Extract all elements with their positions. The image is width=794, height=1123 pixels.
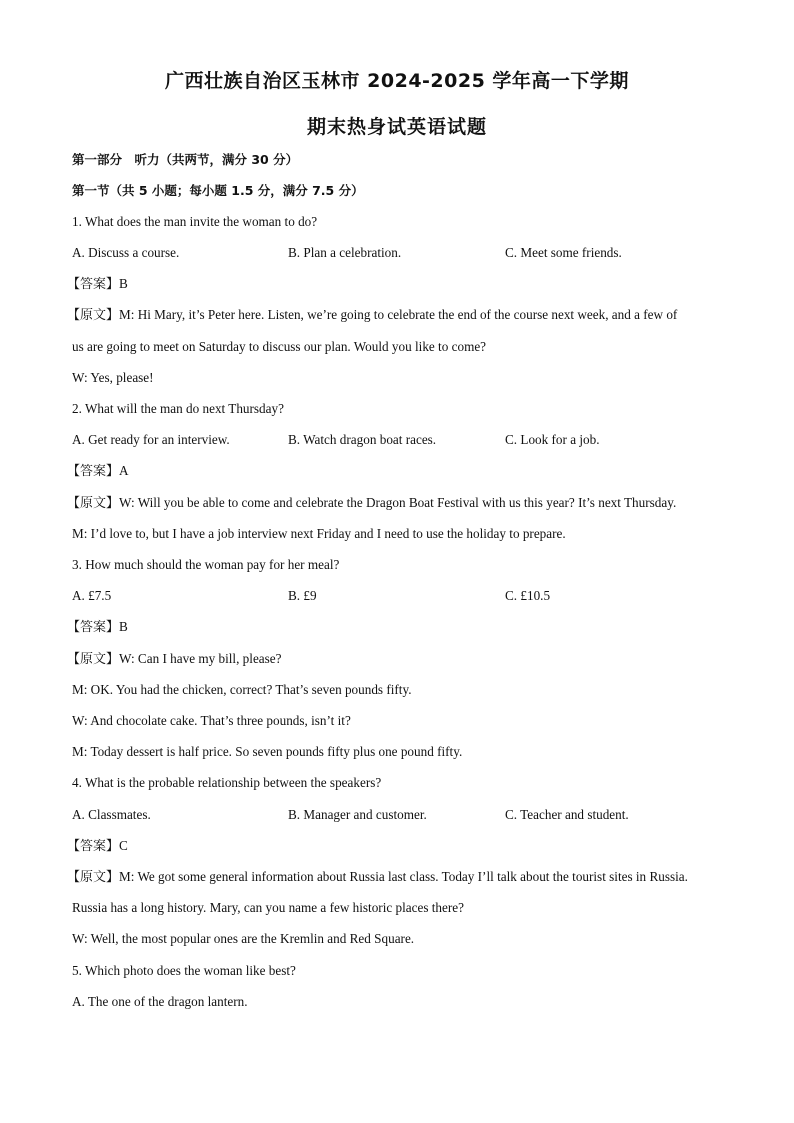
transcript-text: W: Can I have my bill, please? bbox=[119, 651, 282, 666]
question-3-answer bbox=[67, 618, 128, 637]
question-4-transcript-line: Russia has a long history. Mary, can you name a few historic places there? bbox=[72, 900, 464, 915]
question-3-transcript-line bbox=[67, 650, 281, 669]
answer-label: 【答案】 bbox=[67, 620, 120, 635]
transcript-text: W: Will you be able to come and celebrate the Dragon Boat Festival with us this year? It’s next Thursday. bbox=[119, 495, 677, 510]
answer-label: 【答案】 bbox=[67, 277, 120, 292]
answer-label: 【答案】 bbox=[67, 464, 120, 479]
question-1-answer bbox=[67, 275, 128, 294]
answer-label: 【答案】 bbox=[67, 839, 120, 854]
transcript-label: 【原文】 bbox=[67, 308, 120, 323]
question-4-option-b: B. Manager and customer. bbox=[288, 807, 427, 822]
transcript-text: M: Hi Mary, it’s Peter here. Listen, we’re going to celebrate the end of the course next week, and a few of bbox=[119, 307, 678, 322]
question-2-stem: 2. What will the man do next Thursday? bbox=[72, 401, 284, 416]
question-3-option-c: C. £10.5 bbox=[505, 588, 551, 603]
question-2-answer bbox=[67, 462, 129, 481]
section-part-heading: 第一部分 听力（共两节，满分 30 分） bbox=[72, 152, 299, 167]
question-1-transcript-line: W: Yes, please! bbox=[72, 370, 154, 385]
question-3-option-b: B. £9 bbox=[288, 588, 317, 603]
question-4-option-c: C. Teacher and student. bbox=[505, 807, 629, 822]
transcript-label: 【原文】 bbox=[67, 652, 120, 667]
transcript-text: M: We got some general information about Russia last class. Today I’ll talk about the tourist sites in Russia. bbox=[119, 869, 688, 884]
question-4-transcript-line bbox=[67, 868, 688, 887]
question-4-transcript-line: W: Well, the most popular ones are the Kremlin and Red Square. bbox=[72, 931, 415, 946]
question-2-option-c: C. Look for a job. bbox=[505, 432, 600, 447]
question-2-transcript-line bbox=[67, 494, 676, 513]
question-3-transcript-line: M: OK. You had the chicken, correct? That’s seven pounds fifty. bbox=[72, 682, 412, 697]
transcript-label: 【原文】 bbox=[67, 870, 120, 885]
question-4-answer bbox=[67, 837, 128, 856]
question-1-option-c: C. Meet some friends. bbox=[505, 245, 622, 260]
answer-value: A bbox=[119, 463, 129, 478]
question-5-stem: 5. Which photo does the woman like best? bbox=[72, 963, 296, 978]
transcript-label: 【原文】 bbox=[67, 496, 120, 511]
question-2-transcript-line: M: I’d love to, but I have a job interview next Friday and I need to use the holiday to prepare. bbox=[72, 526, 566, 541]
question-2-option-a: A. Get ready for an interview. bbox=[72, 432, 230, 447]
question-3-transcript-line: W: And chocolate cake. That’s three pounds, isn’t it? bbox=[72, 713, 351, 728]
question-1-stem: 1. What does the man invite the woman to do? bbox=[72, 214, 318, 229]
question-1-transcript-line bbox=[67, 306, 677, 325]
answer-value: C bbox=[119, 838, 128, 853]
question-4-option-a: A. Classmates. bbox=[72, 807, 151, 822]
document-title-line1: 广西壮族自治区玉林市 2024-2025 学年高一下学期 bbox=[165, 70, 629, 92]
answer-value: B bbox=[119, 619, 128, 634]
question-3-option-a: A. £7.5 bbox=[72, 588, 112, 603]
question-5-option-a: A. The one of the dragon lantern. bbox=[72, 994, 248, 1009]
question-1-option-a: A. Discuss a course. bbox=[72, 245, 180, 260]
section-sub-heading: 第一节（共 5 小题；每小题 1.5 分，满分 7.5 分） bbox=[72, 183, 364, 198]
question-3-transcript-line: M: Today dessert is half price. So seven pounds fifty plus one pound fifty. bbox=[72, 744, 463, 759]
question-3-stem: 3. How much should the woman pay for her meal? bbox=[72, 557, 340, 572]
answer-value: B bbox=[119, 276, 128, 291]
question-1-option-b: B. Plan a celebration. bbox=[288, 245, 402, 260]
question-4-stem: 4. What is the probable relationship between the speakers? bbox=[72, 775, 382, 790]
document-title-line2: 期末热身试英语试题 bbox=[306, 116, 487, 138]
question-2-option-b: B. Watch dragon boat races. bbox=[288, 432, 437, 447]
question-1-transcript-line: us are going to meet on Saturday to discuss our plan. Would you like to come? bbox=[72, 339, 487, 354]
